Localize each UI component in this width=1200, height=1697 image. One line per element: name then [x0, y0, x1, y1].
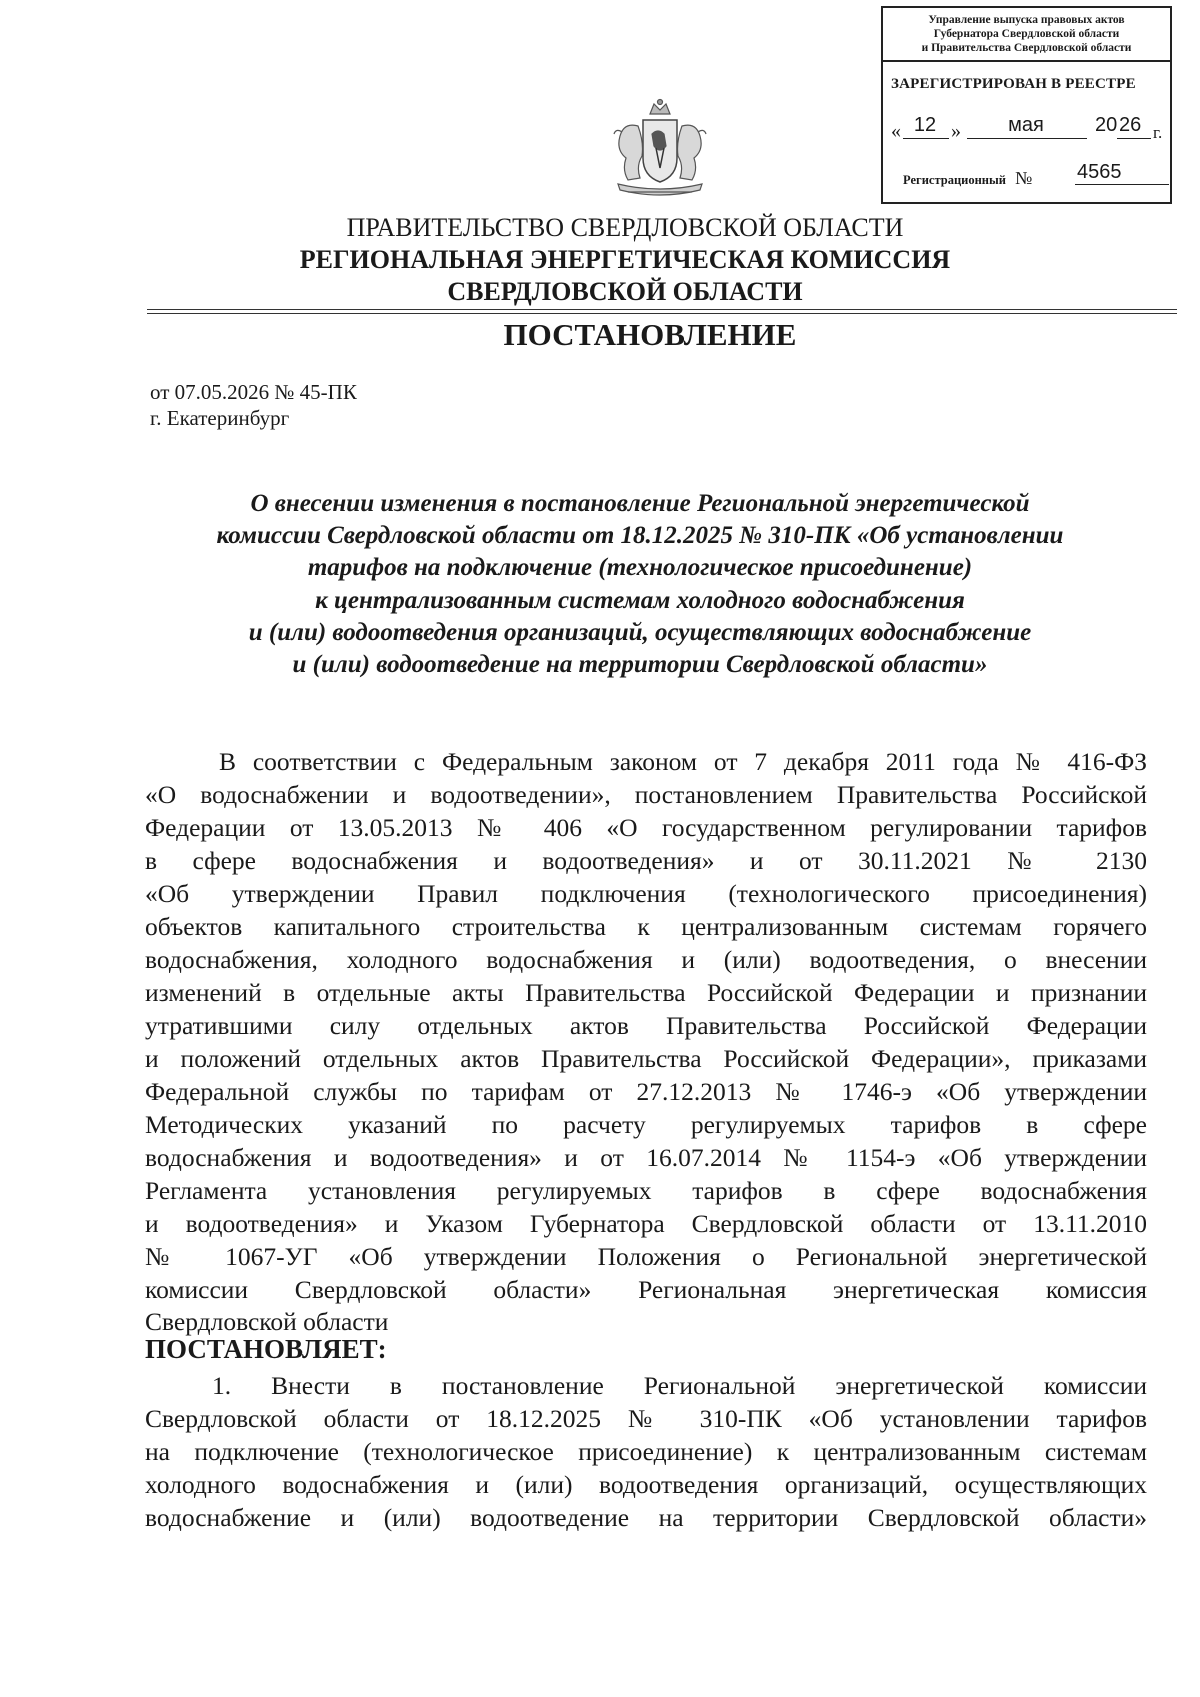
stamp-reg-number-row: [903, 161, 1122, 189]
stamp-year-prefix: 20: [1095, 114, 1118, 136]
item1-line: 1. Внести в постановление Региональной энергетической комиссии: [212, 1371, 1147, 1400]
commission-name-line1: РЕГИОНАЛЬНАЯ ЭНЕРГЕТИЧЕСКАЯ КОМИССИЯ: [299, 245, 951, 274]
commission-name-line2: СВЕРДЛОВСКОЙ ОБЛАСТИ: [447, 277, 803, 306]
title-line: к централизованным системам холодного водоснабжения: [315, 587, 965, 614]
stamp-year-abbrev: г.: [1153, 123, 1163, 142]
title-line: О внесении изменения в постановление Региональной энергетической: [250, 490, 1030, 517]
header-divider-thin: [147, 313, 1177, 314]
body-line: и положений отдельных актов Правительства Российской Федерации», приказами: [145, 1044, 1147, 1073]
resolves-heading: ПОСТАНОВЛЯЕТ:: [145, 1334, 387, 1364]
stamp-open-quote: «: [891, 120, 901, 142]
item1-line: Свердловской области от 18.12.2025 № 310-ПК «Об установлении тарифов: [145, 1404, 1147, 1433]
stamp-header-line: Губернатора Свердловской области: [933, 28, 1120, 40]
header-divider: [147, 309, 1177, 310]
stamp-header: [883, 8, 1170, 62]
title-line: тарифов на подключение (технологическое присоединение): [307, 554, 973, 581]
stamp-reg-number-label: Регистрационный: [903, 173, 1006, 187]
stamp-month: мая: [1008, 114, 1044, 136]
document-type: ПОСТАНОВЛЕНИЕ: [503, 317, 797, 352]
item1-line: холодного водоснабжения и (или) водоотведения организаций, осуществляющих: [145, 1470, 1147, 1499]
body-line: водоснабжения, холодного водоснабжения и (или) водоотведения, о внесении: [145, 945, 1147, 974]
registration-stamp: [881, 6, 1172, 204]
body-line: «Об утверждении Правил подключения (технологического присоединения): [145, 879, 1147, 908]
body-line: Свердловской области: [145, 1307, 389, 1336]
stamp-month-underline: [967, 138, 1087, 139]
body-line: объектов капитального строительства к централизованным системам горячего: [145, 912, 1147, 941]
body-line: Федеральной службы по тарифам от 27.12.2013 № 1746-э «Об утверждении: [145, 1077, 1147, 1106]
body-line: и водоотведения» и Указом Губернатора Свердловской области от 13.11.2010: [145, 1209, 1147, 1238]
stamp-year-underline: [1117, 138, 1151, 139]
stamp-reg-number: 4565: [1075, 161, 1169, 185]
body-line: В соответствии с Федеральным законом от 7 декабря 2011 года № 416-ФЗ: [219, 747, 1147, 776]
title-line: и (или) водоотведение на территории Свердловской области»: [292, 651, 988, 678]
stamp-registered-label: ЗАРЕГИСТРИРОВАН В РЕЕСТРЕ: [891, 76, 1136, 92]
body-line: Федерации от 13.05.2013 № 406 «О государственном регулировании тарифов: [145, 813, 1147, 842]
body-line: утратившими силу отдельных актов Правительства Российской Федерации: [145, 1011, 1147, 1040]
stamp-day: 12: [913, 114, 937, 136]
document-date-number: от 07.05.2026 № 45-ПК: [150, 380, 357, 404]
stamp-close-quote: »: [951, 120, 961, 142]
body-line: Методических указаний по расчету регулируемых тарифов в сфере: [145, 1110, 1147, 1139]
body-line: № 1067-УГ «Об утверждении Положения о Региональной энергетической: [145, 1242, 1147, 1271]
stamp-year-suffix: 26: [1119, 114, 1142, 136]
body-line: в сфере водоснабжения и водоотведения» и от 30.11.2021 № 2130: [145, 846, 1147, 875]
title-line: и (или) водоотведения организаций, осуществляющих водоснабжение: [248, 619, 1032, 646]
body-line: изменений в отдельные акты Правительства Российской Федерации и признании: [145, 978, 1147, 1007]
item1-line: водоснабжение и (или) водоотведение на территории Свердловской области»: [145, 1503, 1147, 1532]
government-name: ПРАВИТЕЛЬСТВО СВЕРДЛОВСКОЙ ОБЛАСТИ: [346, 213, 904, 242]
title-line: комиссии Свердловской области от 18.12.2025 № 310-ПК «Об установлении: [216, 522, 1064, 549]
body-line: Регламента установления регулируемых тарифов в сфере водоснабжения: [145, 1176, 1147, 1205]
document-city: г. Екатеринбург: [150, 406, 290, 430]
body-line: «О водоснабжении и водоотведении», постановлением Правительства Российской: [145, 780, 1147, 809]
body-line: водоснабжения и водоотведения» и от 16.07.2014 № 1154-э «Об утверждении: [145, 1143, 1147, 1172]
sverdlovsk-coat-of-arms-icon: [598, 98, 722, 206]
stamp-number-sign: №: [1015, 168, 1033, 188]
item1-line: на подключение (технологическое присоединение) к централизованным системам: [145, 1437, 1147, 1466]
stamp-day-underline: [903, 138, 949, 139]
stamp-header-line: Управление выпуска правовых актов: [928, 14, 1125, 26]
stamp-header-line: и Правительства Свердловской области: [921, 42, 1132, 54]
body-line: комиссии Свердловской области» Региональная энергетическая комиссия: [145, 1275, 1147, 1304]
